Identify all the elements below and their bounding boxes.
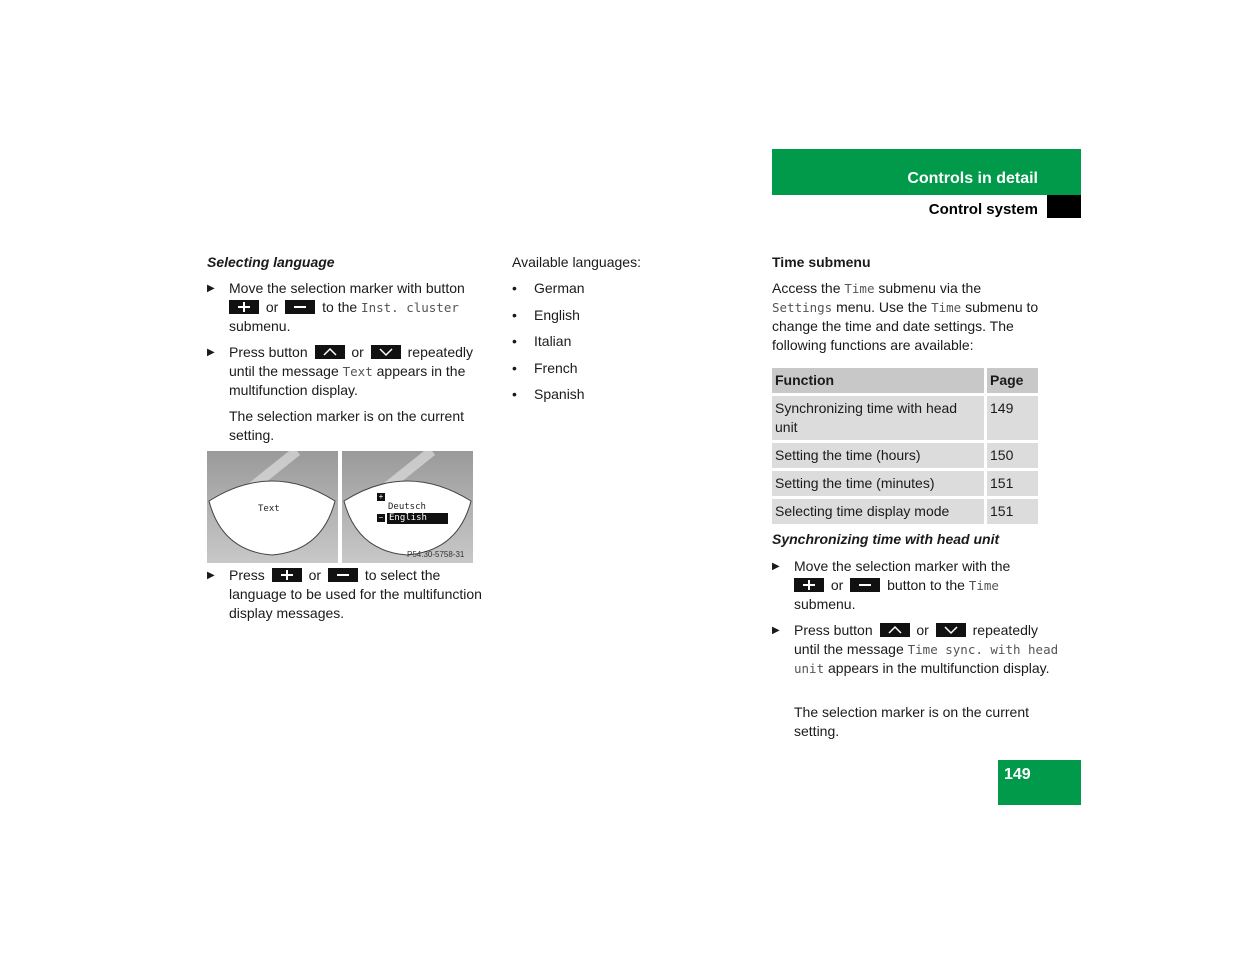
table-row: Synchronizing time with head unit 149 xyxy=(772,396,1038,443)
step-select-time-submenu: ▶ Move the selection marker with the or button to the Time submenu. xyxy=(772,558,1011,612)
step-select-submenu: ▶ Move the selection marker with button or to the Inst. cluster submenu. xyxy=(207,280,465,334)
list-item: • French xyxy=(512,359,585,386)
down-arrow-button-icon xyxy=(371,345,401,359)
page-number: 149 xyxy=(1004,766,1031,783)
step-press-arrows: ▶ Press button or repeatedly until the message Text appears in the multifunction display. xyxy=(207,344,474,398)
display-text-label: Text xyxy=(258,504,280,514)
functions-table xyxy=(772,368,1038,527)
figure-caption-code: P54.30-5758-31 xyxy=(407,550,465,559)
up-arrow-button-icon xyxy=(880,623,910,637)
list-item: • Spanish xyxy=(512,385,585,412)
plus-button-icon xyxy=(794,578,824,592)
down-arrow-button-icon xyxy=(936,623,966,637)
language-list xyxy=(512,279,585,412)
triangle-bullet-icon: ▶ xyxy=(772,561,780,572)
up-arrow-button-icon xyxy=(315,345,345,359)
display-deutsch: Deutsch xyxy=(388,502,426,512)
list-item: • English xyxy=(512,306,585,333)
column-header-function: Function xyxy=(772,368,984,396)
column-header-page: Page xyxy=(984,368,1038,396)
table-row: Setting the time (minutes) 151 xyxy=(772,471,1038,499)
minus-button-icon xyxy=(285,300,315,314)
triangle-bullet-icon: ▶ xyxy=(207,283,215,294)
display-figure xyxy=(207,451,473,563)
list-item: • German xyxy=(512,279,585,306)
step-select-language: ▶ Press or to select the language to be used for the multifunction display messages. xyxy=(207,567,482,621)
triangle-bullet-icon: ▶ xyxy=(207,347,215,358)
selection-note-time: The selection marker is on the current setting. xyxy=(794,704,1029,739)
display-english-selected: English xyxy=(387,513,448,524)
triangle-bullet-icon: ▶ xyxy=(207,570,215,581)
minus-button-icon xyxy=(850,578,880,592)
section-title: Controls in detail xyxy=(907,170,1038,187)
display-plus-icon: + xyxy=(378,492,384,501)
display-minus-icon: − xyxy=(378,513,384,522)
languages-intro: Available languages: xyxy=(512,254,641,270)
plus-button-icon xyxy=(272,568,302,582)
time-submenu-paragraph: Access the Time submenu via the Settings menu. Use the Time submenu to change the time and date settings. The following functions are available: xyxy=(772,280,1039,353)
list-item: • Italian xyxy=(512,332,585,359)
selecting-language-heading: Selecting language xyxy=(207,254,335,270)
header-marker-block xyxy=(1047,195,1081,218)
step-press-arrows-time: ▶ Press button or repeatedly until the message Time sync. with head unit appears in the multifunction display. xyxy=(772,622,1059,676)
minus-button-icon xyxy=(328,568,358,582)
triangle-bullet-icon: ▶ xyxy=(772,625,780,636)
table-header-row xyxy=(772,368,1038,396)
subsection-title: Control system xyxy=(928,201,1038,218)
table-row: Selecting time display mode 151 xyxy=(772,499,1038,527)
plus-button-icon xyxy=(229,300,259,314)
time-submenu-heading: Time submenu xyxy=(772,254,871,270)
table-row: Setting the time (hours) 150 xyxy=(772,443,1038,471)
sync-heading: Synchronizing time with head unit xyxy=(772,531,1000,547)
selection-note: The selection marker is on the current setting. xyxy=(229,408,464,443)
